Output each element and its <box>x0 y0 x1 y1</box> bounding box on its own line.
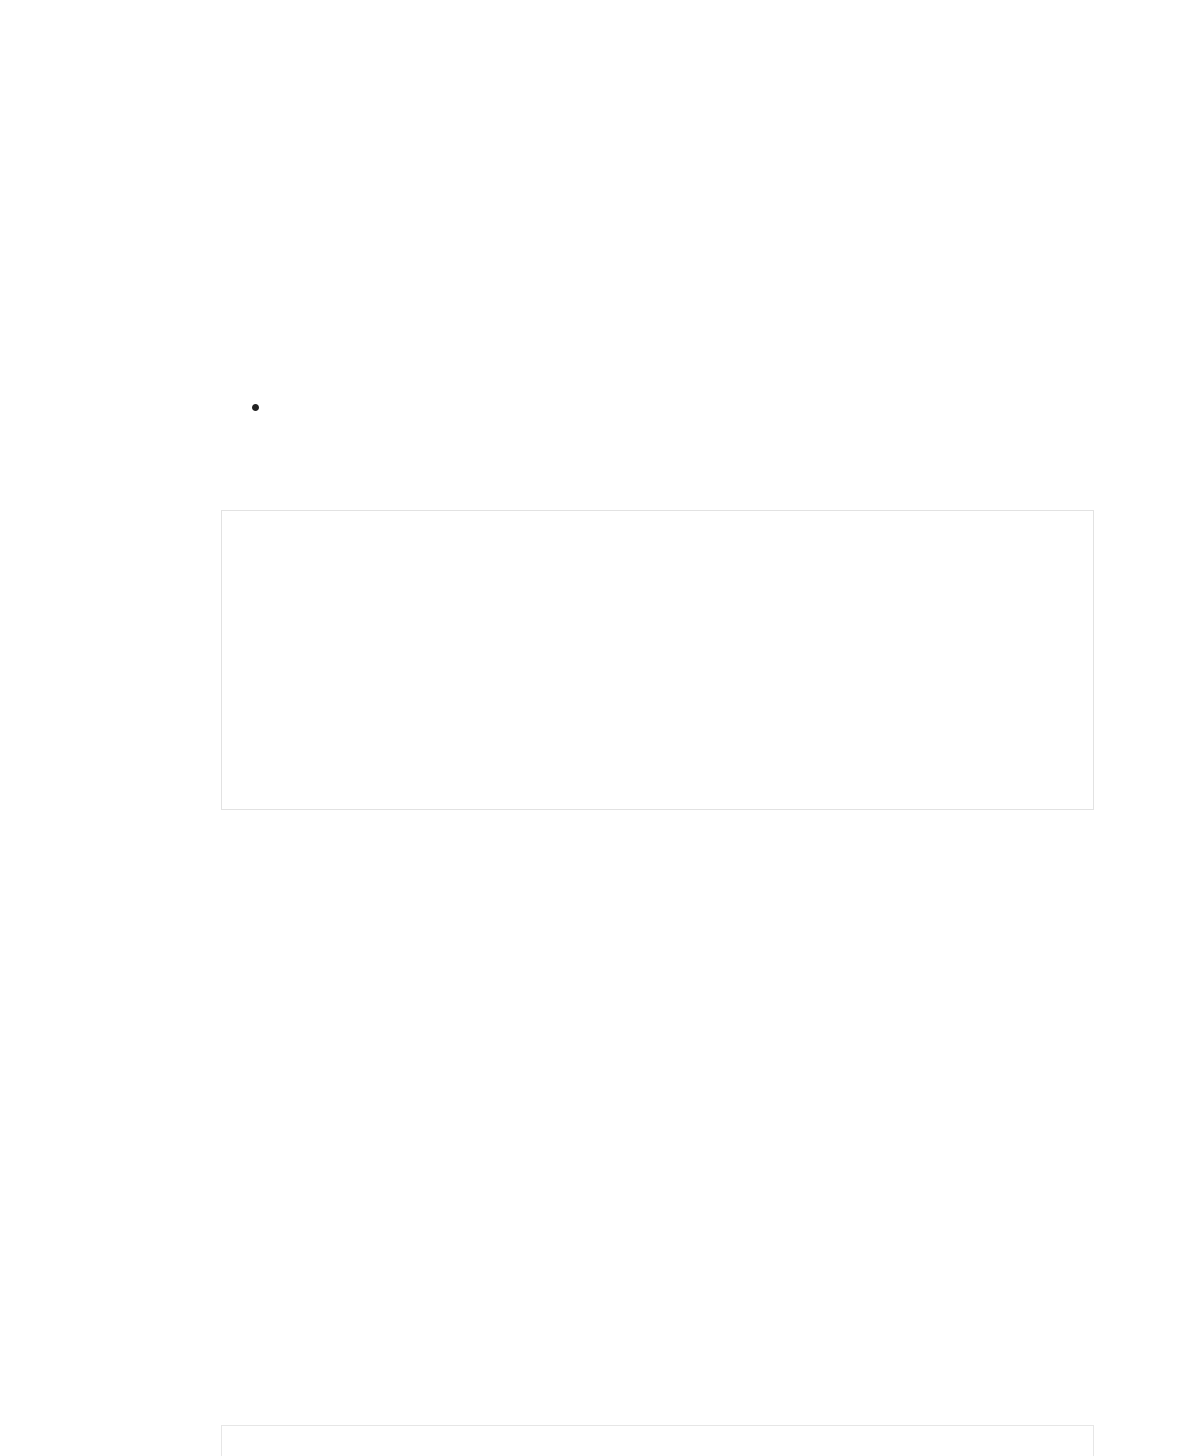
code-cell-editor[interactable] <box>221 510 1094 810</box>
bullet-icon <box>252 404 259 411</box>
next-code-cell[interactable] <box>221 1425 1094 1456</box>
bullet-item <box>252 394 271 418</box>
scatter-plots-output <box>230 1035 790 1405</box>
scatter-figure <box>230 1035 790 1405</box>
